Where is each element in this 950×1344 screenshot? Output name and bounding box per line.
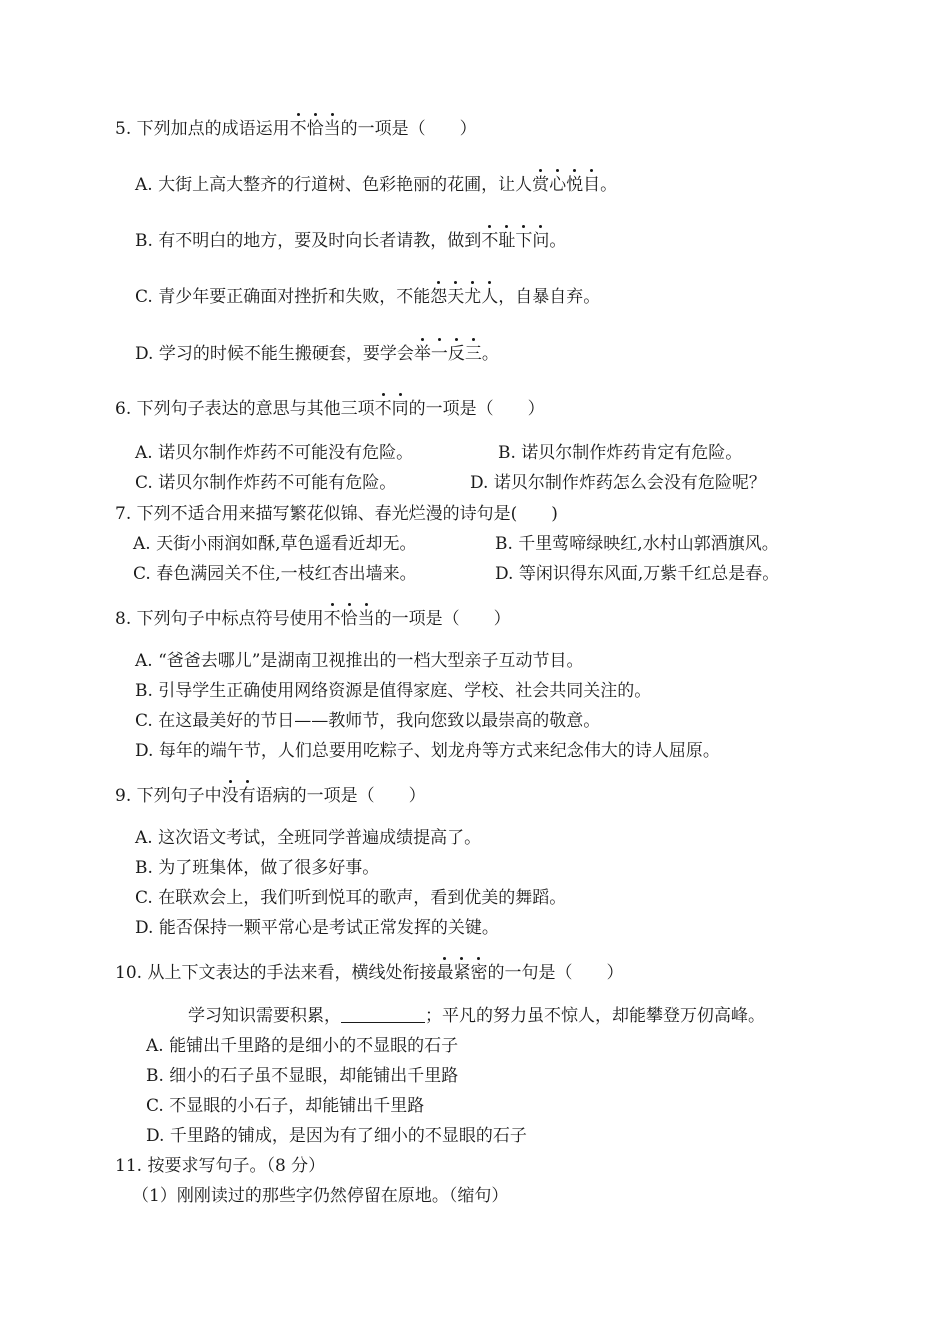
emphasis-char: 悦 xyxy=(566,175,584,195)
q8-option-b: B. 引导学生正确使用网络资源是值得家庭、学校、社会共同关注的。 xyxy=(135,681,652,701)
emphasis-char: 耻 xyxy=(498,231,516,251)
emphasis-dots xyxy=(324,609,375,629)
emphasis-char: 有 xyxy=(238,786,256,806)
emphasis-char: 密 xyxy=(470,963,488,983)
emphasis-dots xyxy=(430,287,498,307)
q10-option-a: A. 能铺出千里路的是细小的不显眼的石子 xyxy=(146,1036,459,1056)
q8-option-c: C. 在这最美好的节日——教师节，我向您致以最崇高的敬意。 xyxy=(135,711,601,731)
q8-option-d: D. 每年的端午节，人们总要用吃粽子、划龙舟等方式来纪念伟大的诗人屈原。 xyxy=(135,741,720,761)
q6-option-c: C. 诺贝尔制作炸药不可能有危险。 xyxy=(135,473,397,493)
q10-option-d: D. 千里路的铺成，是因为有了细小的不显眼的石子 xyxy=(146,1126,527,1146)
q5-option-c: C. 青少年要正确面对挫折和失败，不能怨天尤人，自暴自弃。 xyxy=(135,287,601,307)
emphasis-char: 赏 xyxy=(532,175,550,195)
emphasis-char: 心 xyxy=(549,175,567,195)
emphasis-char: 天 xyxy=(447,287,465,307)
emphasis-char: 反 xyxy=(447,344,465,364)
emphasis-char: 一 xyxy=(430,344,448,364)
emphasis-dots xyxy=(290,119,341,139)
emphasis-char: 举 xyxy=(413,344,431,364)
q10-option-c: C. 不显眼的小石子，却能铺出千里路 xyxy=(146,1096,425,1116)
q11-sub1: （1）刚刚读过的那些字仍然停留在原地。（缩句） xyxy=(132,1186,509,1206)
emphasis-dots xyxy=(436,963,487,983)
emphasis-char: 当 xyxy=(357,609,375,629)
q10-stem: 10. 从上下文表达的手法来看，横线处衔接最紧密的一句是（ ） xyxy=(115,963,624,983)
q5-option-b: B. 有不明白的地方，要及时向长者请教，做到不耻下问。 xyxy=(135,231,567,251)
q10-option-b: B. 细小的石子虽不显眼，却能铺出千里路 xyxy=(146,1066,459,1086)
emphasis-char: 问 xyxy=(532,231,550,251)
emphasis-char: 下 xyxy=(515,231,533,251)
q10-passage: 学习知识需要积累， ；平凡的努力虽不惊人，却能攀登万仞高峰。 xyxy=(188,1006,765,1026)
emphasis-char: 怨 xyxy=(430,287,448,307)
q7-option-b: B. 千里莺啼绿映红,水村山郭酒旗风。 xyxy=(495,534,779,554)
q5-option-d: D. 学习的时候不能生搬硬套，要学会举一反三。 xyxy=(135,344,499,364)
q9-option-d: D. 能否保持一颗平常心是考试正常发挥的关键。 xyxy=(135,918,499,938)
emphasis-char: 不 xyxy=(289,119,307,139)
q8-option-a: A. “爸爸去哪儿”是湖南卫视推出的一档大型亲子互动节目。 xyxy=(135,651,584,671)
q9-option-a: A. 这次语文考试，全班同学普遍成绩提高了。 xyxy=(135,828,482,848)
emphasis-dots xyxy=(375,399,409,419)
q9-option-c: C. 在联欢会上，我们听到悦耳的歌声，看到优美的舞蹈。 xyxy=(135,888,567,908)
emphasis-dots xyxy=(481,231,549,251)
emphasis-dots xyxy=(222,786,256,806)
emphasis-char: 尤 xyxy=(464,287,482,307)
emphasis-char: 不 xyxy=(374,399,392,419)
answer-blank xyxy=(341,1006,425,1023)
emphasis-char: 恰 xyxy=(340,609,358,629)
emphasis-char: 不 xyxy=(481,231,499,251)
emphasis-dots xyxy=(532,175,600,195)
q8-stem: 8. 下列句子中标点符号使用不恰当的一项是（ ） xyxy=(115,609,511,629)
emphasis-dots xyxy=(414,344,482,364)
emphasis-char: 人 xyxy=(481,287,499,307)
q5-option-a: A. 大街上高大整齐的行道树、色彩艳丽的花圃，让人赏心悦目。 xyxy=(135,175,618,195)
q6-option-d: D. 诺贝尔制作炸药怎么会没有危险呢？ xyxy=(470,473,766,493)
emphasis-char: 当 xyxy=(323,119,341,139)
emphasis-char: 三 xyxy=(464,344,482,364)
q6-stem: 6. 下列句子表达的意思与其他三项不同的一项是（ ） xyxy=(115,399,545,419)
q11-stem: 11. 按要求写句子。（8 分） xyxy=(115,1156,326,1176)
q9-stem: 9. 下列句子中没有语病的一项是（ ） xyxy=(115,786,426,806)
q7-option-c: C. 春色满园关不住,一枝红杏出墙来。 xyxy=(133,564,417,584)
emphasis-char: 恰 xyxy=(306,119,324,139)
q7-stem: 7. 下列不适合用来描写繁花似锦、春光烂漫的诗句是( ) xyxy=(115,504,558,524)
emphasis-char: 没 xyxy=(221,786,239,806)
q5-stem: 5. 下列加点的成语运用不恰当的一项是（ ） xyxy=(115,119,477,139)
q7-option-d: D. 等闲识得东风面,万紫千红总是春。 xyxy=(495,564,780,584)
q6-option-b: B. 诺贝尔制作炸药肯定有危险。 xyxy=(498,443,743,463)
emphasis-char: 目 xyxy=(583,175,601,195)
emphasis-char: 最 xyxy=(436,963,454,983)
q6-option-a: A. 诺贝尔制作炸药不可能没有危险。 xyxy=(135,443,414,463)
emphasis-char: 同 xyxy=(391,399,409,419)
emphasis-char: 紧 xyxy=(453,963,471,983)
emphasis-char: 不 xyxy=(323,609,341,629)
q7-option-a: A. 天街小雨润如酥,草色遥看近却无。 xyxy=(133,534,417,554)
q9-option-b: B. 为了班集体，做了很多好事。 xyxy=(135,858,380,878)
